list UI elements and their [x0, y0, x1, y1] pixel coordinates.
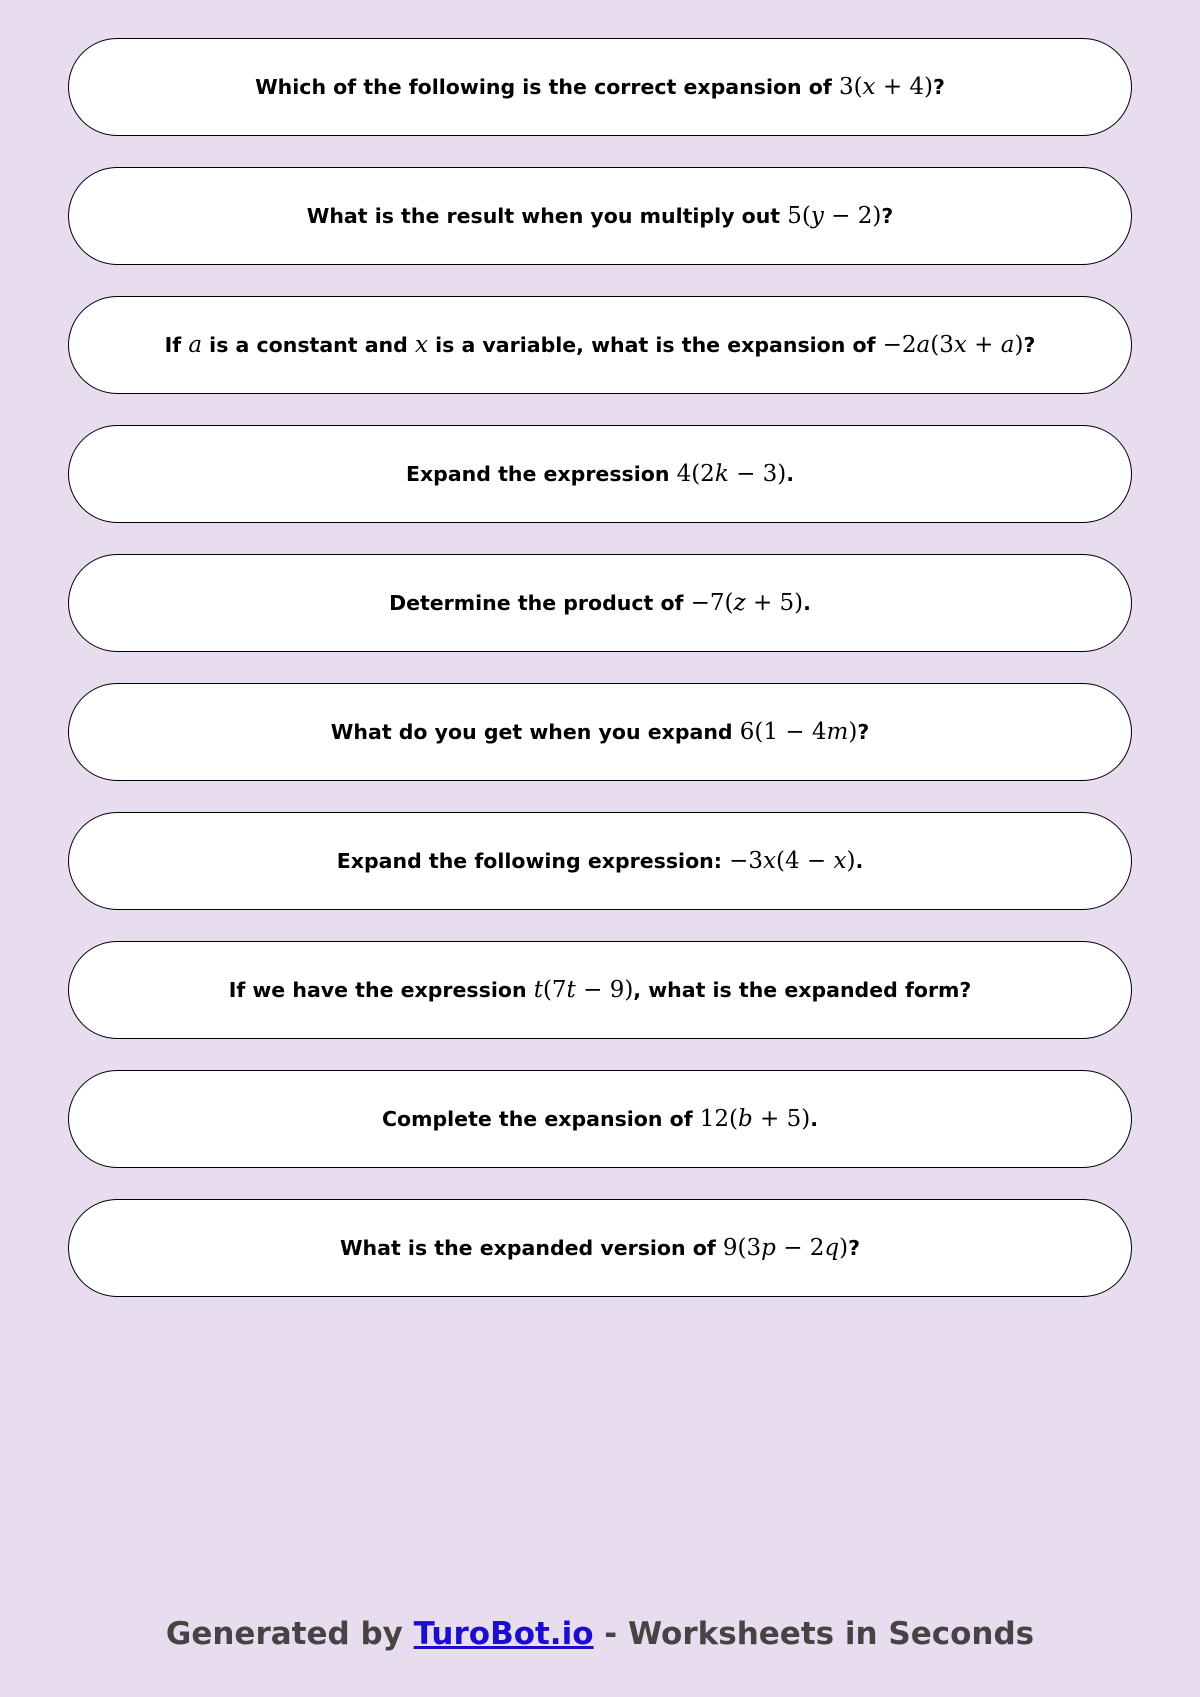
question-text-segment: Expand the expression: [405, 462, 677, 486]
math-expression: 3(x + 4): [838, 74, 934, 100]
question-card: [68, 812, 1132, 910]
question-text-segment: ?: [1023, 333, 1036, 357]
math-expression: 5(y − 2): [787, 203, 882, 229]
question-text-segment: If we have the expression: [228, 978, 534, 1002]
question-text-segment: Which of the following is the correct expansion of: [255, 75, 839, 99]
question-text-segment: , what is the expanded form?: [633, 978, 972, 1002]
math-expression: 4(2k − 3): [676, 461, 787, 487]
math-expression: 12(b + 5): [699, 1106, 811, 1132]
question-text: [165, 332, 1036, 358]
footer-suffix: - Worksheets in Seconds: [593, 1616, 1035, 1652]
question-text: [337, 848, 864, 874]
question-text-segment: What is the result when you multiply out: [306, 204, 788, 228]
question-text: [229, 977, 972, 1003]
question-text: [382, 1106, 818, 1132]
question-card: [68, 425, 1132, 523]
math-expression: a: [188, 332, 203, 358]
question-text-segment: What is the expanded version of: [339, 1236, 723, 1260]
question-card: [68, 1070, 1132, 1168]
question-text-segment: .: [810, 1107, 819, 1131]
question-text-segment: .: [855, 849, 864, 873]
question-text-segment: ?: [857, 720, 870, 744]
question-card: [68, 296, 1132, 394]
question-text-segment: .: [803, 591, 811, 615]
question-text: [406, 461, 794, 487]
math-expression: −7(z + 5): [690, 590, 804, 616]
question-text: [255, 74, 945, 100]
question-text-segment: Determine the product of: [389, 591, 691, 615]
question-text: [331, 719, 869, 745]
question-card: [68, 1199, 1132, 1297]
question-card: [68, 941, 1132, 1039]
math-expression: −3x(4 − x): [729, 848, 856, 874]
math-expression: 6(1 − 4m): [739, 719, 858, 745]
question-text-segment: .: [786, 462, 795, 486]
question-text-segment: is a constant and: [202, 333, 415, 357]
question-card: [68, 554, 1132, 652]
question-text-segment: Complete the expansion of: [381, 1107, 700, 1131]
question-text-segment: ?: [848, 1236, 861, 1260]
math-expression: 9(3p − 2q): [722, 1235, 849, 1261]
question-list: [68, 38, 1132, 1328]
math-expression: −2a(3x + a): [882, 332, 1024, 358]
footer: [0, 1616, 1200, 1652]
question-text-segment: Expand the following expression:: [336, 849, 730, 873]
question-text: [307, 203, 894, 229]
question-text: [340, 1235, 860, 1261]
question-text-segment: If: [164, 333, 189, 357]
question-text: [389, 590, 811, 616]
question-card: [68, 167, 1132, 265]
question-text-segment: ?: [881, 204, 894, 228]
turobot-link[interactable]: TuroBot.io: [413, 1616, 594, 1652]
question-card: [68, 38, 1132, 136]
question-text-segment: is a variable, what is the expansion of: [427, 333, 883, 357]
question-text-segment: ?: [933, 75, 945, 99]
math-expression: x: [414, 332, 428, 358]
question-text-segment: What do you get when you expand: [330, 720, 740, 744]
math-expression: t(7t − 9): [533, 977, 634, 1003]
question-card: [68, 683, 1132, 781]
footer-prefix: Generated by: [165, 1616, 414, 1652]
